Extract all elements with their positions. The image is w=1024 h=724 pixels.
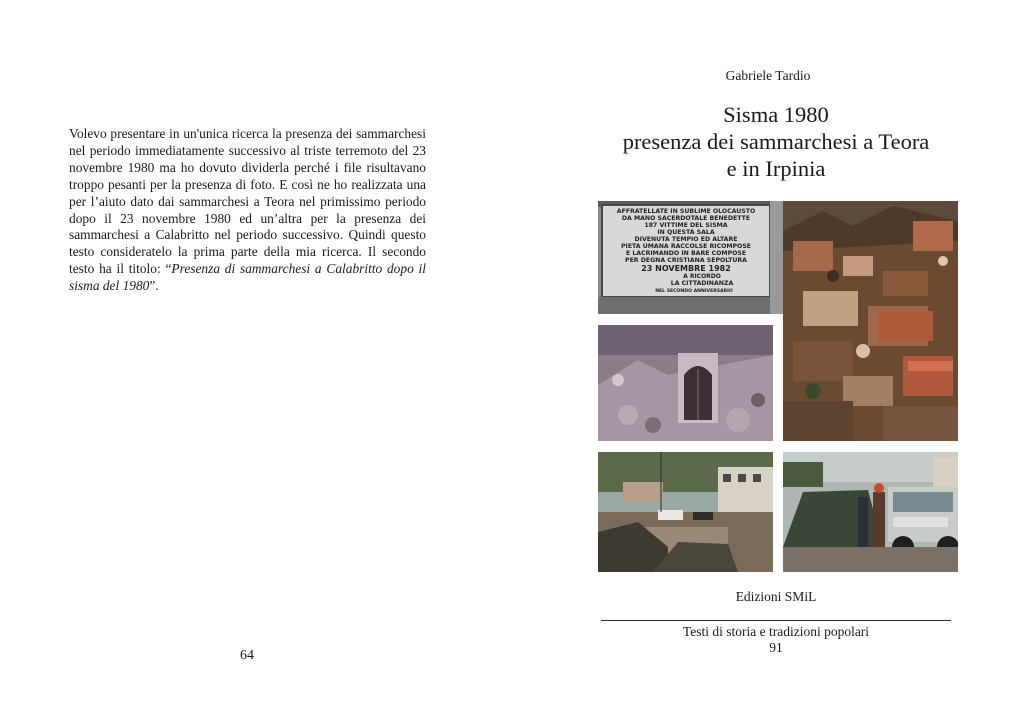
plaque-line-6: PIETA UMANA RACCOLSE RICOMPOSE <box>620 243 752 250</box>
intro-paragraph <box>69 126 426 295</box>
plaque-line-8: PER DEGNA CRISTIANA SEPOLTURA <box>625 257 747 264</box>
tent-camp-photo <box>598 452 773 572</box>
plaque-line-10: A RICORDO <box>683 273 721 280</box>
title-line-1: Sisma 1980 <box>723 102 829 127</box>
right-page-cover <box>512 0 1024 724</box>
plaque-line-9: 23 NOVEMBRE 1982 <box>641 264 731 273</box>
plaque-line-7: E LACRIMANDO IN BARE COMPOSE <box>625 250 747 257</box>
title-line-3: e in Irpinia <box>726 156 826 181</box>
plaque-line-2: DA MANO SACERDOTALE BENEDETTE <box>621 215 751 222</box>
series-number: 91 <box>769 640 783 655</box>
intro-closing: ”. <box>149 278 159 294</box>
plaque-photo <box>598 201 784 314</box>
plaque-line-1: AFFRATELLATE IN SUBLIME OLOCAUSTO <box>616 208 756 215</box>
plaque-line-5: DIVENUTA TEMPIO ED ALTARE <box>634 236 738 243</box>
series-name: Testi di storia e tradizioni popolari <box>682 624 870 639</box>
divider-rule <box>601 620 951 621</box>
title-line-2: presenza dei sammarchesi a Teora <box>622 129 930 154</box>
plaque-line-3: 187 VITTIME DEL SISMA <box>644 222 728 229</box>
plaque-line-12: NEL SECONDO ANNIVERSARIO <box>655 289 733 294</box>
book-title <box>576 101 976 182</box>
page-number: 64 <box>240 648 254 663</box>
series-info <box>512 624 1024 656</box>
aerial-town-photo <box>783 201 958 441</box>
intro-italic-title: Presenza di sammarchesi a Calabritto dopo il sisma del 1980 <box>69 261 426 294</box>
jeep-volunteers-photo <box>783 452 958 572</box>
publisher-name: Edizioni SMiL <box>735 589 817 604</box>
plaque-line-4: IN QUESTA SALA <box>657 229 715 236</box>
plaque-line-11: LA CITTADINANZA <box>670 280 734 287</box>
church-ruins-photo <box>598 325 773 441</box>
intro-text: Volevo presentare in un'unica ricerca la presenza dei sammarchesi nel periodo immediatamente successivo al triste terremoto del 23 novembre 1980 ma ho dovuto dividerla perché i file risultavano troppo pesanti per la presenza di foto. E così ne ho realizzata una per l’aiuto dato dai sammarchesi a Teora nel primissimo periodo dopo il 23 novembre 1980 ed un’altra per la presenza dei sammarchesi a Calabritto nel periodo successivo. Quindi questo testo consideratelo la prima parte della mia ricerca. Il secondo testo ha il titolo: “ <box>69 126 426 277</box>
author-name: Gabriele Tardio <box>725 68 811 83</box>
